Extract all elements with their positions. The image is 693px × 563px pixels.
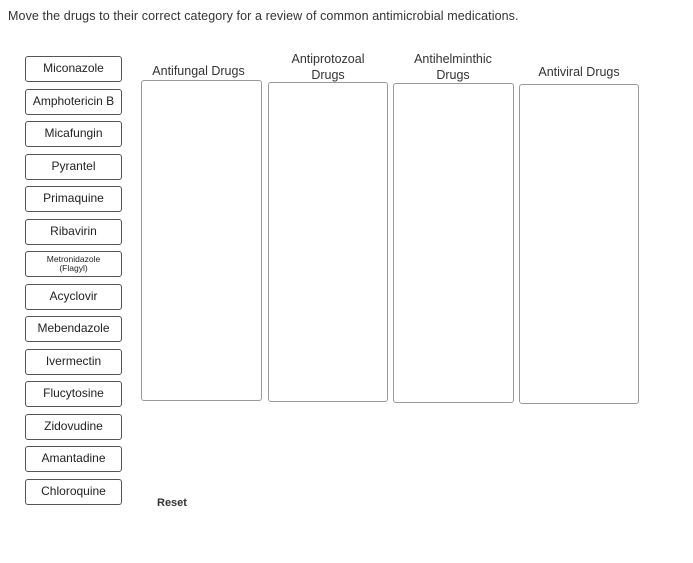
- drug-card-metronidazole[interactable]: [25, 251, 122, 277]
- drug-label: Chloroquine: [41, 483, 106, 498]
- dropzone-antihelminthic[interactable]: [393, 83, 514, 403]
- category-label-line: Antiviral Drugs: [538, 65, 620, 79]
- drug-card-amantadine[interactable]: [25, 446, 122, 472]
- drug-card-chloroquine[interactable]: [25, 479, 122, 505]
- category-label-antiprotozoal: [268, 52, 388, 83]
- drug-card-primaquine[interactable]: [25, 186, 122, 212]
- drug-card-ivermectin[interactable]: [25, 349, 122, 375]
- drug-label: Miconazole: [43, 61, 104, 76]
- category-label-antiviral: [519, 65, 639, 81]
- dropzone-antiviral[interactable]: [519, 84, 639, 404]
- drug-label: Ribavirin: [50, 223, 97, 238]
- instructions-text: Move the drugs to their correct category for a review of common antimicrobial medications.: [8, 9, 519, 23]
- drug-card-acyclovir[interactable]: [25, 284, 122, 310]
- dropzone-antifungal[interactable]: [141, 80, 262, 401]
- drug-label: Metronidazole: [46, 253, 101, 264]
- drug-card-flucytosine[interactable]: [25, 381, 122, 407]
- drug-label: Mebendazole: [37, 321, 110, 336]
- drug-label: Ivermectin: [45, 353, 102, 368]
- drug-card-mebendazole[interactable]: [25, 316, 122, 342]
- drug-label: Amantadine: [41, 451, 106, 466]
- drug-label: Zidovudine: [44, 418, 103, 433]
- drug-label: Primaquine: [43, 191, 104, 206]
- category-label-antifungal: [141, 64, 256, 80]
- drug-card-zidovudine[interactable]: [25, 414, 122, 440]
- drug-card-miconazole[interactable]: [25, 56, 122, 82]
- drug-card-pyrantel[interactable]: [25, 154, 122, 180]
- category-label-antihelminthic: [393, 52, 513, 83]
- category-label-line: Drugs: [436, 67, 470, 82]
- category-label-line: Antihelminthic: [414, 52, 492, 66]
- dropzone-antiprotozoal[interactable]: [268, 82, 388, 402]
- reset-button[interactable]: Reset: [157, 497, 187, 509]
- category-label-line: Drugs: [311, 67, 345, 82]
- drug-label: Micafungin: [44, 126, 103, 141]
- category-label-line: Antiprotozoal: [291, 52, 365, 66]
- category-label-line: Antifungal Drugs: [152, 64, 245, 78]
- drug-label: Pyrantel: [51, 158, 96, 173]
- drug-card-micafungin[interactable]: [25, 121, 122, 147]
- drug-label: Acyclovir: [49, 288, 98, 303]
- drug-label: Flucytosine: [43, 386, 104, 401]
- drug-label: Amphotericin B: [32, 93, 115, 108]
- drug-sublabel: (Flagyl): [59, 263, 88, 273]
- drug-list: [25, 56, 122, 511]
- drug-card-ribavirin[interactable]: [25, 219, 122, 245]
- drug-card-amphotericin-b[interactable]: [25, 89, 122, 115]
